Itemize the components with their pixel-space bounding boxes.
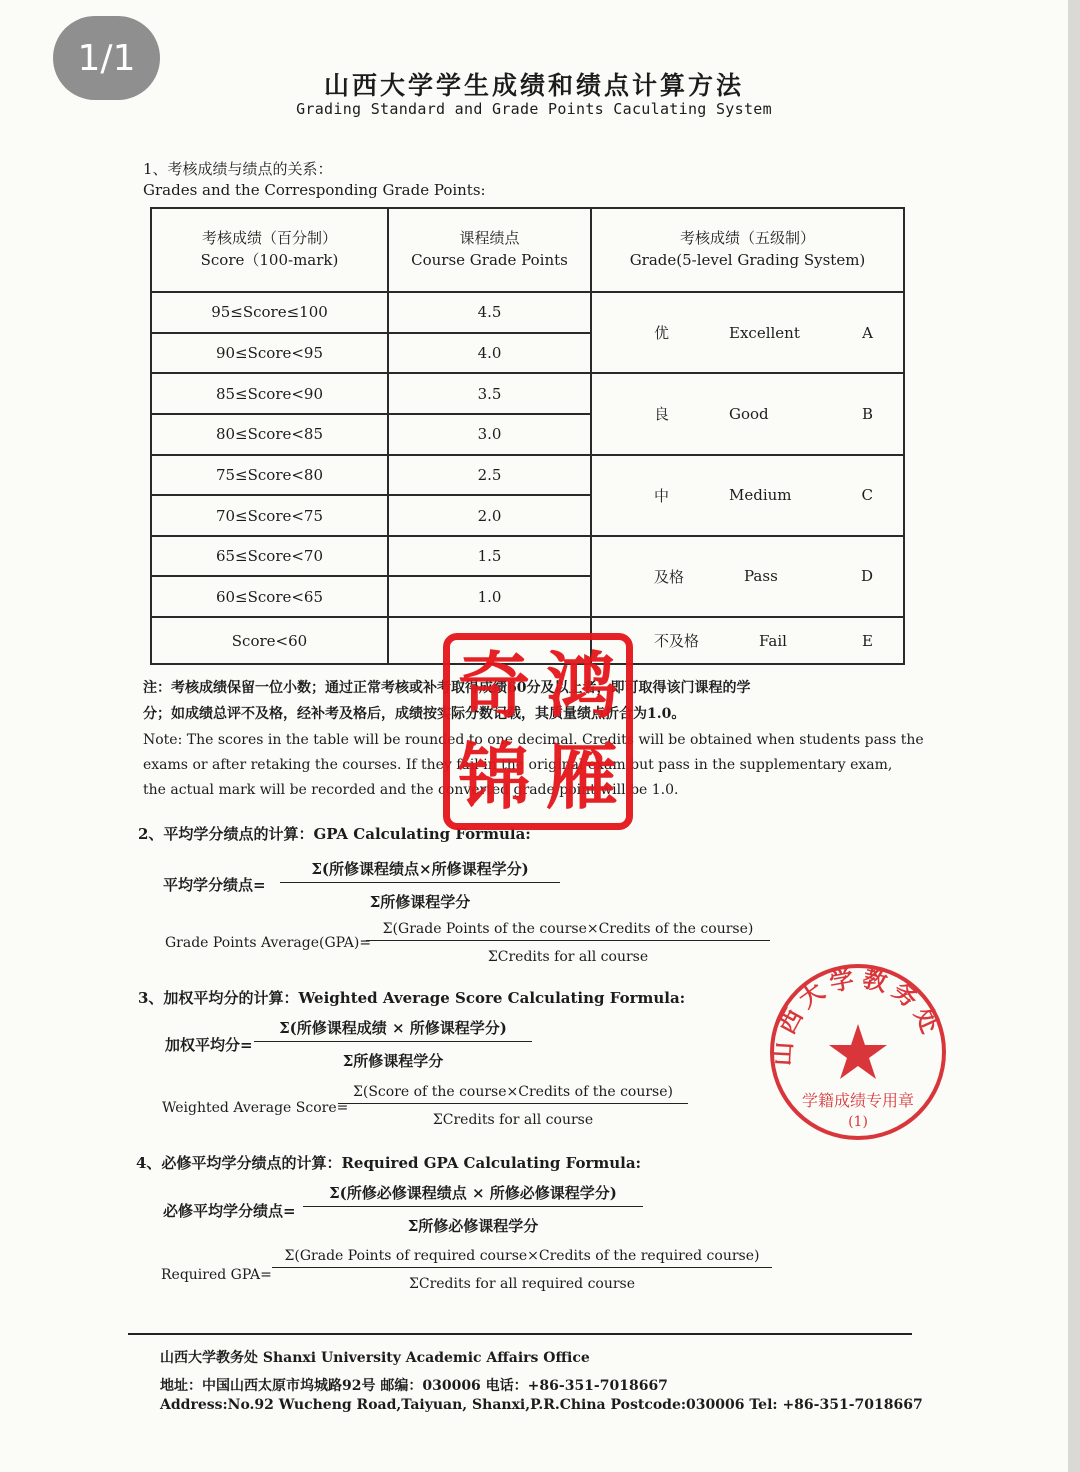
header-score: 考核成绩（百分制） Score（100-mark) bbox=[151, 208, 388, 292]
table-header-row bbox=[151, 208, 904, 292]
points-cell: 1.0 bbox=[388, 576, 591, 617]
points-cell: 4.5 bbox=[388, 292, 591, 333]
points-cell: 4.0 bbox=[388, 333, 591, 374]
required-en-label: Required GPA= bbox=[161, 1267, 272, 1283]
score-cell: 85≤Score<90 bbox=[151, 373, 388, 414]
footer-divider bbox=[128, 1333, 912, 1335]
header-points: 课程绩点 Course Grade Points bbox=[388, 208, 591, 292]
seal-number: (1) bbox=[848, 1114, 868, 1130]
seal-ring-text: 山西大学教务处 bbox=[766, 962, 948, 1067]
score-cell: 80≤Score<85 bbox=[151, 414, 388, 455]
score-cell: Score<60 bbox=[151, 617, 388, 664]
weighted-en-label: Weighted Average Score= bbox=[162, 1100, 349, 1116]
gpa-en-numerator: Σ(Grade Points of the course×Credits of the course) bbox=[366, 921, 770, 941]
page-indicator[interactable]: 1/1 bbox=[53, 16, 160, 100]
title-cn: 山西大学学生成绩和绩点计算方法 bbox=[323, 71, 744, 100]
header-level: 考核成绩（五级制） Grade(5-level Grading System) bbox=[591, 208, 904, 292]
watermark-char: 鸿 bbox=[545, 642, 618, 728]
required-en-denominator: ΣCredits for all required course bbox=[408, 1276, 636, 1292]
footer-office: 山西大学教务处 Shanxi University Academic Affairs Office bbox=[160, 1350, 590, 1366]
required-cn-numerator: Σ(所修必修课程绩点 × 所修必修课程学分) bbox=[303, 1182, 643, 1207]
level-cell-d: 及格 Pass D bbox=[591, 536, 904, 617]
weighted-cn-denominator: Σ所修课程学分 bbox=[342, 1052, 444, 1070]
required-en-fraction bbox=[272, 1248, 772, 1292]
note-cn-line-2: 分；如成绩总评不及格，经补考及格后，成绩按实际分数记载，其质量绩点折合为1.0。 bbox=[143, 706, 686, 722]
weighted-cn-numerator: Σ(所修课程成绩 × 所修课程学分) bbox=[254, 1017, 532, 1042]
gpa-cn-numerator: Σ(所修课程绩点×所修课程学分) bbox=[280, 858, 560, 883]
grades-table bbox=[150, 207, 905, 665]
watermark-char: 雁 bbox=[545, 734, 618, 820]
weighted-cn-label: 加权平均分= bbox=[165, 1036, 253, 1054]
note-en-line-2: exams or after retaking the courses. If they fail in the original exam but pass in the supplementary exam, bbox=[143, 757, 893, 773]
score-cell: 65≤Score<70 bbox=[151, 536, 388, 577]
table-row bbox=[151, 536, 904, 577]
section2-heading: 2、平均学分绩点的计算：GPA Calculating Formula: bbox=[138, 825, 531, 843]
table-row bbox=[151, 373, 904, 414]
points-cell: 1.5 bbox=[388, 536, 591, 577]
viewer-scroll-edge[interactable] bbox=[1068, 0, 1080, 1472]
score-cell: 75≤Score<80 bbox=[151, 455, 388, 496]
title-en: Grading Standard and Grade Points Caculating System bbox=[296, 100, 772, 118]
section4-heading: 4、必修平均学分绩点的计算：Required GPA Calculating Formula: bbox=[136, 1154, 642, 1172]
gpa-cn-fraction bbox=[280, 858, 560, 912]
table-row bbox=[151, 455, 904, 496]
gpa-en-label: Grade Points Average(GPA)= bbox=[165, 935, 372, 951]
table-row bbox=[151, 292, 904, 333]
score-cell: 90≤Score<95 bbox=[151, 333, 388, 374]
score-cell: 70≤Score<75 bbox=[151, 495, 388, 536]
required-cn-label: 必修平均学分绩点= bbox=[163, 1202, 296, 1220]
level-cell-e: 不及格 Fail E bbox=[591, 617, 904, 664]
gpa-en-fraction bbox=[366, 921, 770, 965]
weighted-en-numerator: Σ(Score of the course×Credits of the course) bbox=[338, 1084, 688, 1104]
level-cell-c: 中 Medium C bbox=[591, 455, 904, 536]
seal-star-icon bbox=[829, 1024, 887, 1079]
watermark-stamp bbox=[443, 633, 633, 830]
note-en-line-1: Note: The scores in the table will be rounded to one decimal. Credits will be obtained when students pass the bbox=[143, 732, 924, 748]
required-en-numerator: Σ(Grade Points of required course×Credits of the required course) bbox=[272, 1248, 772, 1268]
level-cell-b: 良 Good B bbox=[591, 373, 904, 454]
note-en-line-3: the actual mark will be recorded and the converted grade point will be 1.0. bbox=[143, 782, 679, 798]
weighted-cn-fraction bbox=[254, 1017, 532, 1071]
watermark-char: 奇 bbox=[457, 642, 530, 728]
watermark-char: 锦 bbox=[457, 734, 530, 820]
required-cn-denominator: Σ所修必修课程学分 bbox=[407, 1217, 539, 1235]
points-cell: 2.0 bbox=[388, 495, 591, 536]
score-cell: 60≤Score<65 bbox=[151, 576, 388, 617]
required-cn-fraction bbox=[303, 1182, 643, 1236]
points-cell: 2.5 bbox=[388, 455, 591, 496]
section1-heading-en: Grades and the Corresponding Grade Points: bbox=[143, 181, 486, 199]
seal-inner-text: 学籍成绩专用章 bbox=[801, 1091, 915, 1110]
gpa-en-denominator: ΣCredits for all course bbox=[487, 949, 649, 965]
points-cell: 3.5 bbox=[388, 373, 591, 414]
gpa-cn-label: 平均学分绩点= bbox=[163, 876, 266, 894]
gpa-cn-denominator: Σ所修课程学分 bbox=[369, 893, 471, 911]
official-seal bbox=[764, 958, 952, 1146]
note-cn-line-1: 注：考核成绩保留一位小数；通过正常考核或补考取得成绩60分及以上者，即可取得该门课程的学 bbox=[143, 680, 751, 696]
footer-address-cn: 地址：中国山西太原市坞城路92号 邮编：030006 电话：+86-351-7018667 bbox=[160, 1378, 668, 1394]
score-cell: 95≤Score≤100 bbox=[151, 292, 388, 333]
weighted-en-fraction bbox=[338, 1084, 688, 1128]
section3-heading: 3、加权平均分的计算：Weighted Average Score Calculating Formula: bbox=[138, 989, 686, 1007]
points-cell: 3.0 bbox=[388, 414, 591, 455]
level-cell-a: 优 Excellent A bbox=[591, 292, 904, 373]
weighted-en-denominator: ΣCredits for all course bbox=[432, 1112, 594, 1128]
footer-address-en: Address:No.92 Wucheng Road,Taiyuan, Shanxi,P.R.China Postcode:030006 Tel: +86-351-7018667 bbox=[160, 1397, 923, 1413]
section1-heading-cn: 1、考核成绩与绩点的关系： bbox=[143, 160, 333, 178]
